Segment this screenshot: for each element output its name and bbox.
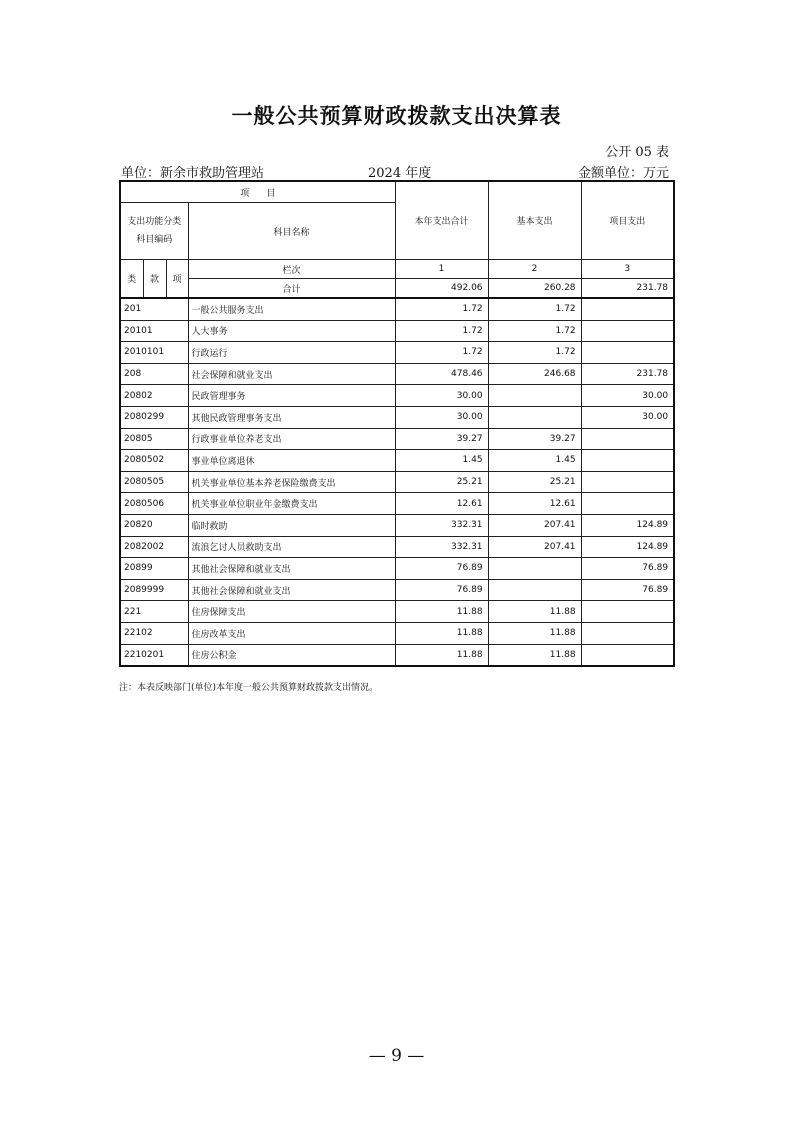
- row-total: 76.89: [395, 558, 488, 580]
- table-row: [120, 601, 674, 623]
- row-project: 124.89: [581, 514, 674, 536]
- header-basic: 基本支出: [488, 181, 581, 260]
- row-name: 其他社会保障和就业支出: [188, 579, 395, 601]
- row-name: 临时救助: [188, 514, 395, 536]
- table-row: [120, 493, 674, 515]
- table-row: [120, 320, 674, 342]
- row-basic: [488, 579, 581, 601]
- row-code: 20805: [120, 428, 188, 450]
- row-basic: 11.88: [488, 601, 581, 623]
- row-code: 2080299: [120, 406, 188, 428]
- header-lei: 类: [120, 260, 143, 299]
- row-project: [581, 428, 674, 450]
- row-name: 一般公共服务支出: [188, 298, 395, 320]
- table-row: [120, 363, 674, 385]
- row-project: 30.00: [581, 406, 674, 428]
- row-basic: [488, 406, 581, 428]
- header-project: 项目支出: [581, 181, 674, 260]
- sum-total: 492.06: [395, 279, 488, 299]
- table-row: [120, 536, 674, 558]
- table-row: [120, 342, 674, 364]
- row-project: 231.78: [581, 363, 674, 385]
- table-note: 注：本表反映部门(单位)本年度一般公共预算财政拨款支出情况。: [119, 683, 379, 693]
- row-name: 住房公积金: [188, 644, 395, 666]
- table-row: [120, 471, 674, 493]
- row-code: 2080502: [120, 450, 188, 472]
- row-total: 1.72: [395, 342, 488, 364]
- table-row: [120, 644, 674, 666]
- row-basic: [488, 385, 581, 407]
- row-name: 人大事务: [188, 320, 395, 342]
- row-code: 20820: [120, 514, 188, 536]
- row-total: 12.61: [395, 493, 488, 515]
- year-label: 2024 年度: [368, 166, 432, 181]
- row-project: [581, 342, 674, 364]
- table-row: [120, 428, 674, 450]
- amount-unit-label: 金额单位：万元: [577, 166, 669, 181]
- row-project: 124.89: [581, 536, 674, 558]
- row-basic: 1.72: [488, 342, 581, 364]
- row-code: 20899: [120, 558, 188, 580]
- row-total: 11.88: [395, 644, 488, 666]
- row-total: 11.88: [395, 601, 488, 623]
- row-basic: 1.72: [488, 320, 581, 342]
- table-row: [120, 622, 674, 644]
- header-kuan: 款: [143, 260, 166, 299]
- row-total: 30.00: [395, 406, 488, 428]
- row-total: 1.72: [395, 298, 488, 320]
- document-title: 一般公共预算财政拨款支出决算表: [231, 103, 562, 128]
- row-name: 其他民政管理事务支出: [188, 406, 395, 428]
- header-col-2: 2: [488, 260, 581, 279]
- row-code: 2080506: [120, 493, 188, 515]
- row-code: 208: [120, 363, 188, 385]
- row-code: 2089999: [120, 579, 188, 601]
- table-row: [120, 579, 674, 601]
- row-name: 机关事业单位基本养老保险缴费支出: [188, 471, 395, 493]
- header-col-3: 3: [581, 260, 674, 279]
- row-code: 20101: [120, 320, 188, 342]
- header-name: 科目名称: [188, 203, 395, 260]
- row-basic: 11.88: [488, 622, 581, 644]
- row-project: 30.00: [581, 385, 674, 407]
- row-name: 住房改革支出: [188, 622, 395, 644]
- row-basic: 12.61: [488, 493, 581, 515]
- row-code: 2080505: [120, 471, 188, 493]
- row-name: 行政事业单位养老支出: [188, 428, 395, 450]
- row-basic: [488, 558, 581, 580]
- row-name: 事业单位离退休: [188, 450, 395, 472]
- row-name: 机关事业单位职业年金缴费支出: [188, 493, 395, 515]
- row-basic: 11.88: [488, 644, 581, 666]
- header-item: 项 目: [120, 181, 395, 203]
- page-number: — 9 —: [368, 1046, 425, 1066]
- row-project: [581, 644, 674, 666]
- table-row: [120, 558, 674, 580]
- row-basic: 39.27: [488, 428, 581, 450]
- header-total: 本年支出合计: [395, 181, 488, 260]
- header-code: 支出功能分类 科目编码: [120, 203, 188, 260]
- table-row: [120, 450, 674, 472]
- row-code: 201: [120, 298, 188, 320]
- row-basic: 25.21: [488, 471, 581, 493]
- sum-basic: 260.28: [488, 279, 581, 299]
- row-total: 332.31: [395, 514, 488, 536]
- row-name: 行政运行: [188, 342, 395, 364]
- row-name: 流浪乞讨人员救助支出: [188, 536, 395, 558]
- row-name: 社会保障和就业支出: [188, 363, 395, 385]
- sum-project: 231.78: [581, 279, 674, 299]
- header-xiang: 项: [166, 260, 188, 299]
- row-project: 76.89: [581, 558, 674, 580]
- row-code: 221: [120, 601, 188, 623]
- sum-label: 合计: [188, 279, 395, 299]
- row-basic: 246.68: [488, 363, 581, 385]
- row-name: 民政管理事务: [188, 385, 395, 407]
- row-total: 1.45: [395, 450, 488, 472]
- row-total: 478.46: [395, 363, 488, 385]
- row-total: 1.72: [395, 320, 488, 342]
- row-basic: 1.45: [488, 450, 581, 472]
- row-code: 20802: [120, 385, 188, 407]
- table-row: [120, 514, 674, 536]
- row-code: 22102: [120, 622, 188, 644]
- table-row: [120, 385, 674, 407]
- row-name: 其他社会保障和就业支出: [188, 558, 395, 580]
- header-column-row: 栏次: [188, 260, 395, 279]
- unit-label: 单位：新余市救助管理站: [121, 166, 265, 181]
- row-basic: 207.41: [488, 536, 581, 558]
- row-project: [581, 493, 674, 515]
- row-project: [581, 450, 674, 472]
- budget-table: [119, 180, 675, 667]
- row-total: 30.00: [395, 385, 488, 407]
- row-total: 39.27: [395, 428, 488, 450]
- header-col-1: 1: [395, 260, 488, 279]
- row-project: [581, 622, 674, 644]
- table-row: [120, 406, 674, 428]
- row-code: 2082002: [120, 536, 188, 558]
- table-row: [120, 298, 674, 320]
- row-total: 11.88: [395, 622, 488, 644]
- row-basic: 1.72: [488, 298, 581, 320]
- row-code: 2010101: [120, 342, 188, 364]
- row-project: [581, 471, 674, 493]
- row-basic: 207.41: [488, 514, 581, 536]
- row-project: 76.89: [581, 579, 674, 601]
- form-number: 公开 05 表: [605, 145, 669, 160]
- row-project: [581, 298, 674, 320]
- row-total: 76.89: [395, 579, 488, 601]
- row-total: 25.21: [395, 471, 488, 493]
- row-name: 住房保障支出: [188, 601, 395, 623]
- row-total: 332.31: [395, 536, 488, 558]
- row-code: 2210201: [120, 644, 188, 666]
- row-project: [581, 601, 674, 623]
- row-project: [581, 320, 674, 342]
